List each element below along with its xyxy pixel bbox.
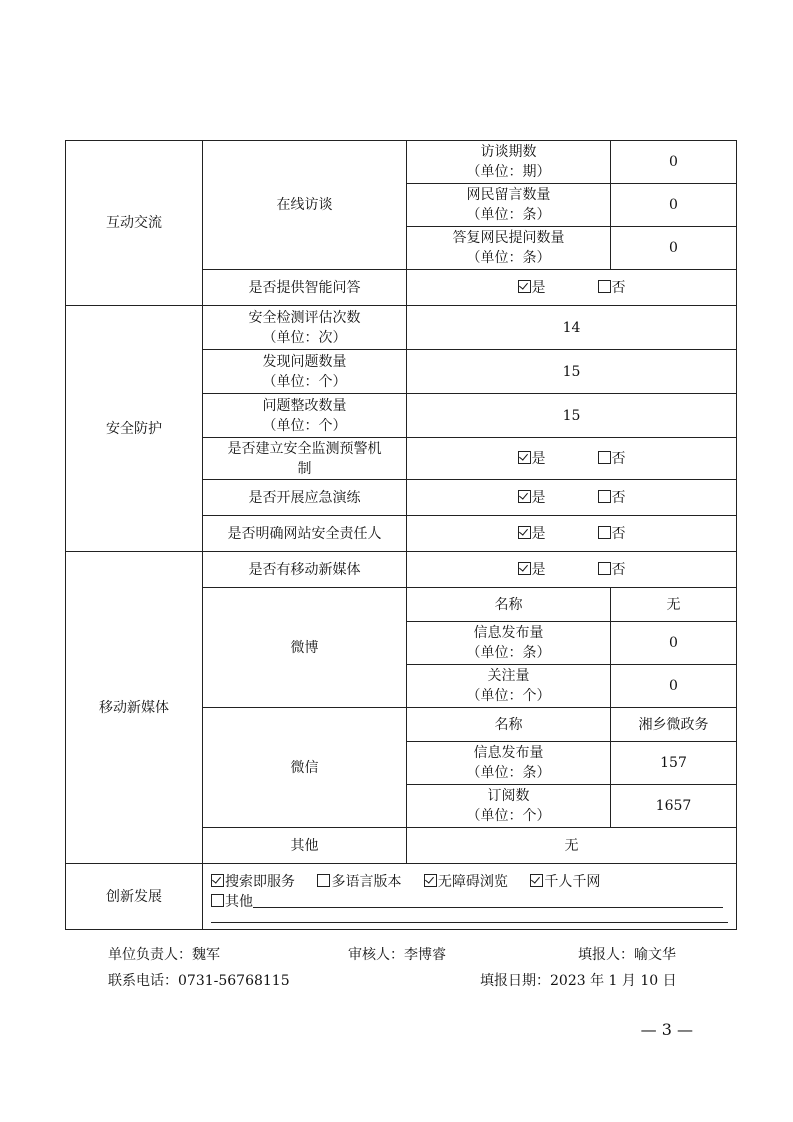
wechat-name-value: 湘乡微政务: [611, 708, 737, 742]
responsible-person-choice: 是 否: [407, 516, 737, 552]
search-service-checkbox[interactable]: [211, 874, 224, 887]
weibo-followers-label: 关注量 （单位：个）: [407, 665, 611, 708]
other-media-value: 无: [407, 828, 737, 864]
other-innovation-line: [253, 893, 723, 908]
yes-checkbox-checked[interactable]: [518, 490, 531, 503]
weibo-followers-value: 0: [611, 665, 737, 708]
weibo-name-label: 名称: [407, 588, 611, 622]
yes-checkbox-checked[interactable]: [518, 451, 531, 464]
wechat-posts-label: 信息发布量 （单位：条）: [407, 742, 611, 785]
has-mobile-media-choice: 是 否: [407, 552, 737, 588]
smart-qa-label: 是否提供智能问答: [203, 270, 407, 306]
issues-found-label: 发现问题数量 （单位：个）: [203, 350, 407, 394]
multilanguage-checkbox[interactable]: [317, 874, 330, 887]
innovation-options: [203, 864, 737, 930]
emergency-drill-choice: 是 否: [407, 480, 737, 516]
no-checkbox[interactable]: [598, 451, 611, 464]
no-checkbox[interactable]: [598, 526, 611, 539]
has-mobile-media-label: 是否有移动新媒体: [203, 552, 407, 588]
personalized-label: 千人千网: [544, 873, 601, 890]
emergency-drill-label: 是否开展应急演练: [203, 480, 407, 516]
wechat-name-label: 名称: [407, 708, 611, 742]
reviewer: 审核人：李博睿: [348, 947, 446, 963]
page-number: — 3 —: [640, 1020, 693, 1039]
category-security: 安全防护: [66, 306, 203, 552]
yes-checkbox-checked[interactable]: [518, 562, 531, 575]
weibo-name-value: 无: [611, 588, 737, 622]
warning-mechanism-label: 是否建立安全监测预警机 制: [203, 438, 407, 480]
assessment-count-value: 14: [407, 306, 737, 350]
category-mobile-media: 移动新媒体: [66, 552, 203, 864]
report-table: [65, 140, 737, 930]
no-checkbox[interactable]: [598, 490, 611, 503]
reply-count-label: 答复网民提问数量 （单位：条）: [407, 227, 611, 270]
wechat-subscribers-label: 订阅数 （单位：个）: [407, 785, 611, 828]
message-count-value: 0: [611, 184, 737, 227]
weibo-posts-value: 0: [611, 622, 737, 665]
category-interaction: 互动交流: [66, 141, 203, 306]
innovation-underline: [211, 914, 728, 923]
yes-checkbox-checked[interactable]: [518, 526, 531, 539]
other-innovation-checkbox[interactable]: [211, 894, 224, 907]
interview-count-label: 访谈期数 （单位：期）: [407, 141, 611, 184]
wechat-subscribers-value: 1657: [611, 785, 737, 828]
message-count-label: 网民留言数量 （单位：条）: [407, 184, 611, 227]
wechat-posts-value: 157: [611, 742, 737, 785]
accessibility-label: 无障碍浏览: [437, 873, 508, 890]
warning-mechanism-choice: 是 否: [407, 438, 737, 480]
responsible-person-label: 是否明确网站安全责任人: [203, 516, 407, 552]
other-innovation-label: 其他: [225, 893, 253, 910]
issues-found-value: 15: [407, 350, 737, 394]
issues-fixed-value: 15: [407, 394, 737, 438]
fill-date: 填报日期：2023 年 1 月 10 日: [480, 973, 677, 989]
no-checkbox[interactable]: [598, 562, 611, 575]
contact-phone: 联系电话：0731-56768115: [108, 973, 290, 989]
wechat-label: 微信: [203, 708, 407, 828]
smart-qa-choice: 是 否: [407, 270, 737, 306]
other-media-label: 其他: [203, 828, 407, 864]
issues-fixed-label: 问题整改数量 （单位：个）: [203, 394, 407, 438]
weibo-label: 微博: [203, 588, 407, 708]
personalized-checkbox[interactable]: [530, 874, 543, 887]
multilanguage-label: 多语言版本: [331, 873, 402, 890]
online-interview-label: 在线访谈: [203, 141, 407, 270]
assessment-count-label: 安全检测评估次数 （单位：次）: [203, 306, 407, 350]
accessibility-checkbox[interactable]: [424, 874, 437, 887]
search-service-label: 搜索即服务: [225, 873, 295, 890]
unit-head: 单位负责人：魏军: [108, 947, 220, 963]
reply-count-value: 0: [611, 227, 737, 270]
no-checkbox[interactable]: [598, 280, 611, 293]
yes-checkbox-checked[interactable]: [518, 280, 531, 293]
weibo-posts-label: 信息发布量 （单位：条）: [407, 622, 611, 665]
filler: 填报人：喻文华: [578, 947, 676, 963]
category-innovation: 创新发展: [66, 864, 203, 930]
interview-count-value: 0: [611, 141, 737, 184]
